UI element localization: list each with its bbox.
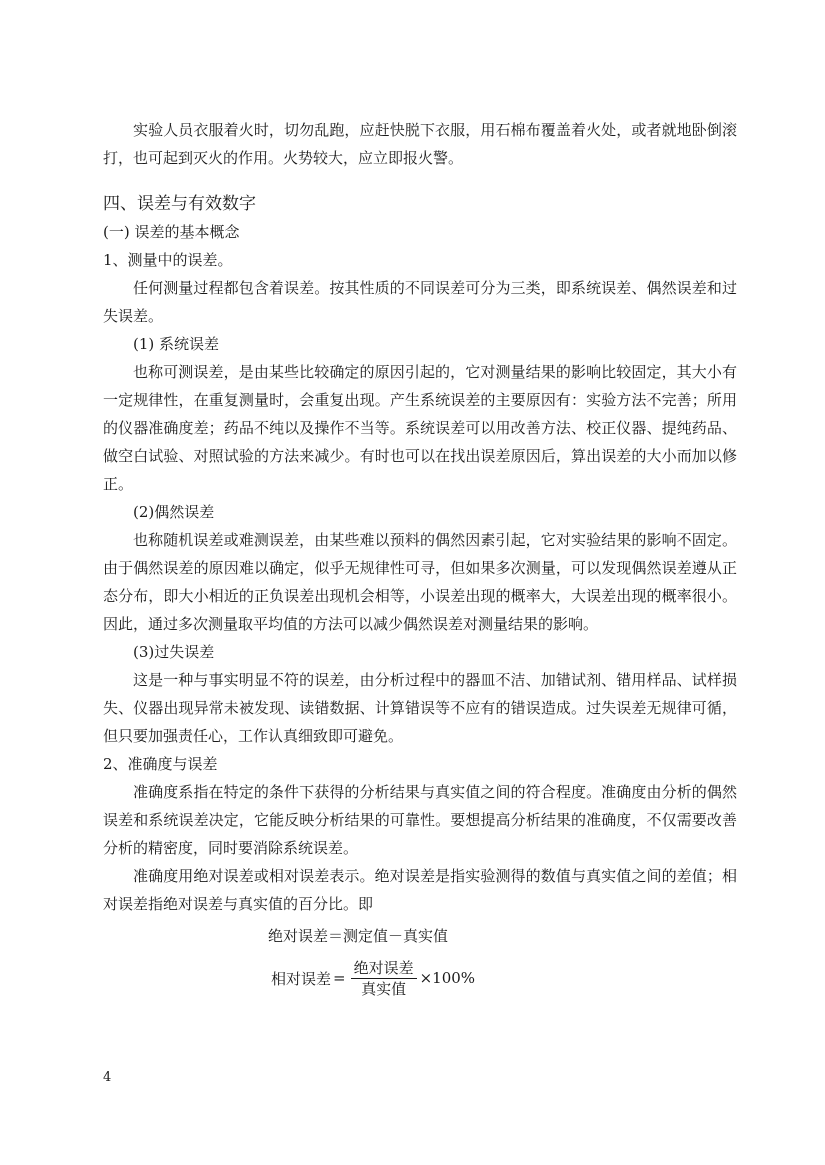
formula-denominator: 真实值	[361, 979, 407, 998]
intro-paragraph: 实验人员衣服着火时，切勿乱跑，应赶快脱下衣服，用石棉布覆盖着火处，或者就地卧倒滚打，也可起到灭火的作用。火势较大，应立即报火警。	[103, 121, 737, 167]
relative-error-formula	[103, 956, 737, 1000]
systematic-error-title: (1) 系统误差	[133, 335, 220, 353]
gross-error-title: (3)过失误差	[133, 643, 215, 661]
item1-title: 1、测量中的误差。	[103, 251, 233, 269]
page-content	[103, 116, 737, 1000]
accuracy-paragraph-1: 准确度系指在特定的条件下获得的分析结果与真实值之间的符合程度。准确度由分析的偶然误差和系统误差决定，它能反映分析结果的可靠性。要想提高分析结果的准确度，不仅需要改善分析的精密度，同时要消除系统误差。	[103, 783, 737, 857]
random-error-paragraph: 也称随机误差或难测误差，由某些难以预料的偶然因素引起，它对实验结果的影响不固定。由于偶然误差的原因难以确定，似乎无规律性可寻，但如果多次测量，可以发现偶然误差遵从正态分布，即大小相近的正负误差出现机会相等，小误差出现的概率大，大误差出现的概率很小。因此，通过多次测量取平均值的方法可以减少偶然误差对测量结果的影响。	[103, 531, 737, 633]
gross-error-paragraph: 这是一种与事实明显不符的误差，由分析过程中的器皿不洁、加错试剂、错用样品、试样损失、仪器出现异常未被发现、读错数据、计算错误等不应有的错误造成。过失误差无规律可循，但只要加强责任心，工作认真细致即可避免。	[103, 671, 737, 745]
formula-rhs: ×100%	[419, 969, 476, 987]
formula-equals: =	[333, 969, 346, 987]
page-number: 4	[103, 1070, 112, 1085]
absolute-error-formula: 绝对误差＝测定值－真实值	[268, 927, 449, 945]
item2-title: 2、准确度与误差	[103, 755, 218, 773]
formula-lhs: 相对误差	[271, 969, 332, 988]
section-title: 四、误差与有效数字	[103, 194, 256, 214]
formula-fraction	[351, 958, 417, 999]
random-error-title: (2)偶然误差	[133, 503, 215, 521]
accuracy-paragraph-2: 准确度用绝对误差或相对误差表示。绝对误差是指实验测得的数值与真实值之间的差值；相对误差指绝对误差与真实值的百分比。即	[103, 867, 737, 913]
item1-paragraph: 任何测量过程都包含着误差。按其性质的不同误差可分为三类，即系统误差、偶然误差和过失误差。	[103, 279, 737, 325]
formula-numerator: 绝对误差	[351, 958, 417, 979]
systematic-error-paragraph: 也称可测误差，是由某些比较确定的原因引起的，它对测量结果的影响比较固定，其大小有一定规律性，在重复测量时，会重复出现。产生系统误差的主要原因有：实验方法不完善；所用的仪器准确度差；药品不纯以及操作不当等。系统误差可以用改善方法、校正仪器、提纯药品、做空白试验、对照试验的方法来减少。有时也可以在找出误差原因后，算出误差的大小而加以修正。	[103, 363, 737, 493]
subsection-title: (一) 误差的基本概念	[103, 223, 240, 241]
